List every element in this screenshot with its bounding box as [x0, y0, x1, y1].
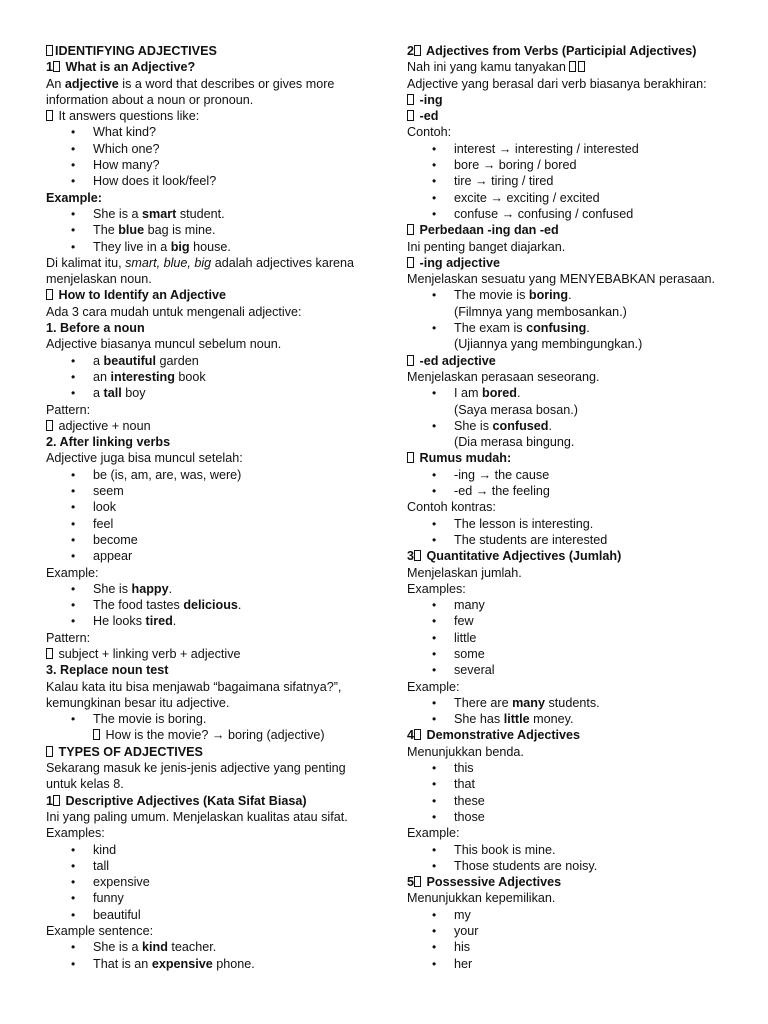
example-list: [46, 581, 364, 630]
label: Pattern:: [46, 630, 91, 645]
text-line: Adjective juga bisa muncul setelah:: [46, 451, 243, 466]
label: Example:: [407, 679, 460, 694]
list-item: • these: [407, 793, 737, 809]
list-item: • There are many students.: [407, 695, 737, 711]
list-item: • be (is, am, are, was, were): [46, 467, 364, 483]
text-line: Adjective biasanya muncul sebelum noun.: [46, 337, 282, 352]
translation: (Saya merasa bosan.): [454, 402, 578, 417]
list-item: • The blue bag is mine.: [46, 222, 364, 238]
list-item: • She is happy.: [46, 581, 364, 597]
label: Example:: [46, 190, 102, 205]
missing-glyph-icon: [46, 420, 53, 431]
label: Pattern:: [46, 402, 91, 417]
subheading: 4 Demonstrative Adjectives: [407, 728, 581, 743]
list-item: • my: [407, 907, 737, 923]
missing-glyph-icon: [46, 648, 53, 659]
missing-glyph-icon: [414, 729, 421, 740]
list-item: • This book is mine.: [407, 842, 737, 858]
list-item: • She is confused.: [407, 418, 737, 434]
example-list: [407, 695, 737, 728]
subheading: 2 Adjectives from Verbs (Participial Adjectives): [407, 44, 697, 58]
missing-glyph-icon: [46, 110, 53, 121]
example-list: [407, 842, 737, 875]
label: Contoh:: [407, 125, 452, 140]
list-item: • The movie is boring.: [46, 711, 364, 727]
list-item: • a tall boy: [46, 385, 364, 401]
section-heading: TYPES OF ADJECTIVES: [46, 744, 364, 760]
list-item: • some: [407, 646, 737, 662]
example-list: [46, 206, 364, 255]
list-item: • this: [407, 760, 737, 776]
list-item: • look: [46, 499, 364, 515]
list-item: • an interesting book: [46, 369, 364, 385]
label: Example:: [46, 565, 99, 580]
subheading: -ed adjective: [407, 353, 737, 369]
list-item: • few: [407, 613, 737, 629]
example-list: [46, 711, 364, 744]
list-item: • feel: [46, 516, 364, 532]
missing-glyph-icon: [414, 550, 421, 561]
list-item: • those: [407, 809, 737, 825]
missing-glyph-icon: [407, 257, 414, 268]
list-item: • her: [407, 956, 737, 972]
list-item: • excite → exciting / excited: [407, 190, 737, 206]
text-line: Ini penting banget diajarkan.: [407, 239, 566, 254]
label: Examples:: [407, 581, 466, 596]
translation: (Ujiannya yang membingungkan.): [454, 337, 643, 352]
label: Examples:: [46, 826, 105, 841]
example-list: [46, 939, 364, 972]
text-line: Menunjukkan benda.: [407, 744, 524, 759]
list-item: • appear: [46, 548, 364, 564]
list-item: • What kind?: [46, 124, 364, 140]
list-item: • confuse → confusing / confused: [407, 206, 737, 222]
missing-glyph-icon: [578, 61, 585, 72]
suffix: -ed: [407, 108, 737, 124]
list-item: • The students are interested: [407, 532, 737, 548]
text-line: Menjelaskan perasaan seseorang.: [407, 369, 600, 384]
text-line: Menjelaskan jumlah.: [407, 565, 522, 580]
translation: (Filmnya yang membosankan.): [454, 304, 627, 319]
list-item: • bore → boring / bored: [407, 157, 737, 173]
missing-glyph-icon: [414, 45, 421, 56]
list-item: • Which one?: [46, 141, 364, 157]
list-item: • several: [407, 662, 737, 678]
list-item: • your: [407, 923, 737, 939]
missing-glyph-icon: [407, 94, 414, 105]
list-item: • She has little money.: [407, 711, 737, 727]
section-heading: IDENTIFYING ADJECTIVES: [46, 43, 364, 59]
list-item: • She is a kind teacher.: [46, 939, 364, 955]
text-line: Menjelaskan sesuatu yang MENYEBABKAN perasaan.: [407, 272, 716, 287]
list-item: • many: [407, 597, 737, 613]
question-list: [46, 124, 364, 189]
list-item: • funny: [46, 890, 364, 906]
subheading: 3. Replace noun test: [46, 663, 169, 678]
label: Example:: [407, 826, 460, 841]
list-item: • beautiful: [46, 907, 364, 923]
example-list: [46, 842, 364, 923]
subheading: 2. After linking verbs: [46, 435, 171, 450]
list-item: • -ing → the cause: [407, 467, 737, 483]
missing-glyph-icon: [53, 795, 60, 806]
list-item: • expensive: [46, 874, 364, 890]
list-item: • The exam is confusing.: [407, 320, 737, 336]
list-item: • How does it look/feel?: [46, 173, 364, 189]
subheading: 1 Descriptive Adjectives (Kata Sifat Biasa): [46, 793, 307, 808]
missing-glyph-icon: [46, 45, 53, 56]
right-column: [407, 43, 737, 972]
list-item: • tall: [46, 858, 364, 874]
list-item: • The movie is boring.: [407, 287, 737, 303]
subheading: 5 Possessive Adjectives: [407, 875, 562, 890]
example-list: [407, 287, 737, 352]
label: Example sentence:: [46, 924, 154, 939]
subheading: How to Identify an Adjective: [46, 287, 364, 303]
list-item: • become: [46, 532, 364, 548]
rule-list: [407, 467, 737, 500]
text-line: Adjective yang berasal dari verb biasanya berakhiran:: [407, 76, 707, 91]
list-item: • -ed → the feeling: [407, 483, 737, 499]
definition: An adjective is a word that describes or gives more information about a noun or pronoun.: [46, 76, 335, 107]
list-item: • The lesson is interesting.: [407, 516, 737, 532]
list-item: • How many?: [46, 157, 364, 173]
note: Di kalimat itu, smart, blue, big adalah adjectives karena menjelaskan noun.: [46, 255, 355, 287]
subheading: Perbedaan -ing dan -ed: [407, 222, 737, 238]
list-item: • little: [407, 630, 737, 646]
missing-glyph-icon: [46, 746, 53, 757]
list-item-continuation: How is the movie? → boring (adjective): [46, 727, 364, 743]
subheading: 1 What is an Adjective?: [46, 60, 196, 75]
missing-glyph-icon: [53, 61, 60, 72]
example-list: [407, 597, 737, 678]
missing-glyph-icon: [407, 355, 414, 366]
list-item: • He looks tired.: [46, 613, 364, 629]
pattern: adjective + noun: [46, 418, 364, 434]
example-list: [407, 760, 737, 825]
list-item: • I am bored.: [407, 385, 737, 401]
suffix: -ing: [407, 92, 737, 108]
subheading: 1. Before a noun: [46, 321, 145, 336]
list-item: • tire → tiring / tired: [407, 173, 737, 189]
list-item: • seem: [46, 483, 364, 499]
pattern: subject + linking verb + adjective: [46, 646, 364, 662]
missing-glyph-icon: [407, 224, 414, 235]
list-item: • that: [407, 776, 737, 792]
text-line: Kalau kata itu bisa menjawab “bagaimana sifatnya?”, kemungkinan besar itu adjective.: [46, 679, 342, 710]
example-list: [407, 907, 737, 972]
list-item: • They live in a big house.: [46, 239, 364, 255]
list-item: • kind: [46, 842, 364, 858]
missing-glyph-icon: [569, 61, 576, 72]
list-item: • interest → interesting / interested: [407, 141, 737, 157]
label: Contoh kontras:: [407, 500, 496, 515]
left-column: [46, 43, 364, 972]
example-list: [407, 385, 737, 450]
missing-glyph-icon: [46, 289, 53, 300]
text-line: Ada 3 cara mudah untuk mengenali adjective:: [46, 304, 302, 319]
text-line: Sekarang masuk ke jenis-jenis adjective yang penting untuk kelas 8.: [46, 761, 346, 792]
list-item: • The food tastes delicious.: [46, 597, 364, 613]
list-item: • That is an expensive phone.: [46, 956, 364, 972]
missing-glyph-icon: [93, 729, 100, 740]
missing-glyph-icon: [407, 452, 414, 463]
subheading: Rumus mudah:: [407, 450, 737, 466]
linking-verb-list: [46, 467, 364, 565]
text-line: Nah ini yang kamu tanyakan: [407, 59, 737, 75]
list-item: • his: [407, 939, 737, 955]
verb-pair-list: [407, 141, 737, 222]
missing-glyph-icon: [414, 876, 421, 887]
list-item: • She is a smart student.: [46, 206, 364, 222]
missing-glyph-icon: [407, 110, 414, 121]
subheading: 3 Quantitative Adjectives (Jumlah): [407, 549, 622, 564]
translation: (Dia merasa bingung.: [454, 435, 575, 450]
example-list: [407, 516, 737, 549]
example-list: [46, 353, 364, 402]
list-item: • Those students are noisy.: [407, 858, 737, 874]
text-line: Menunjukkan kepemilikan.: [407, 891, 556, 906]
text-line: It answers questions like:: [46, 108, 364, 124]
text-line: Ini yang paling umum. Menjelaskan kualitas atau sifat.: [46, 809, 348, 824]
list-item: • a beautiful garden: [46, 353, 364, 369]
subheading: -ing adjective: [407, 255, 737, 271]
